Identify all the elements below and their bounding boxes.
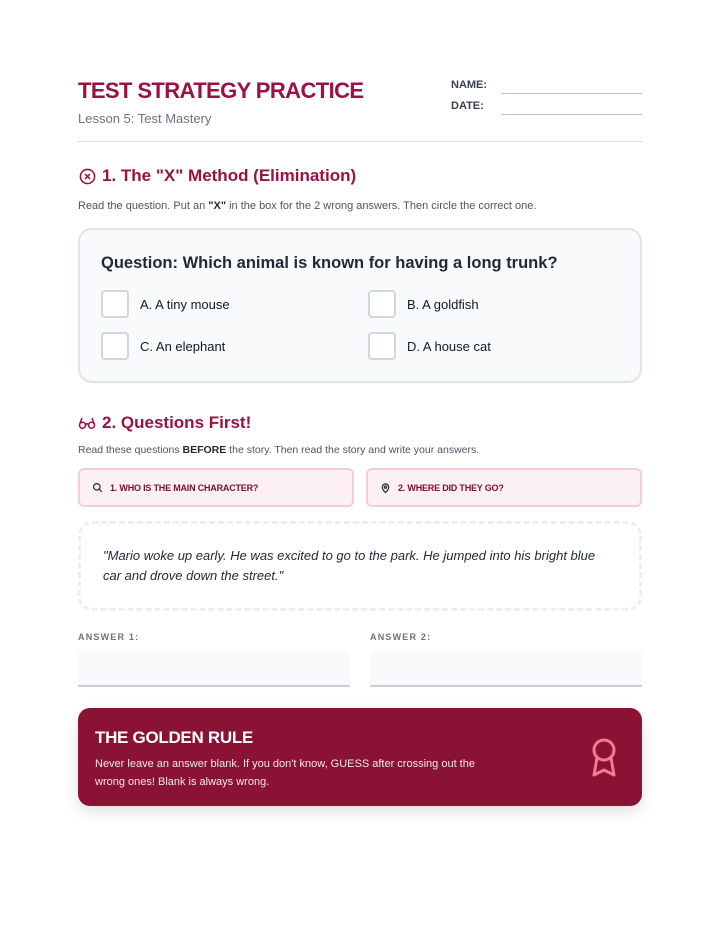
story-box [78,521,642,611]
section1-title: 1. The "X" Method (Elimination) [102,166,357,185]
option-label: A. A tiny mouse [140,296,230,312]
x-circle-icon [78,167,96,185]
question-box-2 [366,468,642,507]
answer1-field[interactable] [78,652,350,687]
option-checkbox[interactable] [368,332,396,360]
story-text: "Mario woke up early. He was excited to go to the park. He jumped into his bright blue car and drove down the street." [103,548,596,583]
section2-title: 2. Questions First! [102,413,252,432]
map-pin-icon [378,481,392,495]
answer2-field[interactable] [370,652,642,687]
section1-instructions [78,200,536,212]
option-a [101,290,230,318]
question-box-1 [78,468,354,507]
answer1-label: ANSWER 1: [78,632,140,642]
name-label: NAME: [451,79,488,91]
question-box-text: 2. WHERE DID THEY GO? [398,482,504,493]
page-subtitle: Lesson 5: Test Mastery [78,111,212,126]
section2-heading [78,413,251,433]
section2-instructions [78,444,479,456]
date-label: DATE: [451,100,484,112]
option-c [101,332,225,360]
question-text: Question: Which animal is known for having a long trunk? [101,254,558,272]
search-icon [90,481,104,495]
instr-strong: "X" [208,200,227,212]
option-checkbox[interactable] [101,332,129,360]
option-checkbox[interactable] [101,290,129,318]
option-label: B. A goldfish [407,296,479,312]
instr-strong: BEFORE [182,444,227,456]
answer2-label: ANSWER 2: [370,632,432,642]
page-title: TEST STRATEGY PRACTICE [78,78,364,103]
option-checkbox[interactable] [368,290,396,318]
instr-text: in the box for the 2 wrong answers. Then circle the correct one. [226,200,537,212]
golden-rule-text: Never leave an answer blank. If you don't know, GUESS after crossing out the wrong ones! Blank is always wrong. [95,758,475,788]
question-box-text: 1. WHO IS THE MAIN CHARACTER? [110,482,259,493]
award-icon [587,737,621,779]
golden-rule-title: THE GOLDEN RULE [95,728,253,747]
glasses-icon [78,414,96,432]
date-field[interactable] [501,114,642,115]
header [78,76,642,142]
name-field[interactable] [501,93,642,94]
option-d [368,332,491,360]
instr-text: Read these questions [78,444,183,456]
question-card [78,228,642,383]
option-b [368,290,479,318]
instr-text: Read the question. Put an [78,200,209,212]
golden-rule-banner [78,708,642,806]
section1-heading [78,166,356,186]
option-label: C. An elephant [140,338,226,354]
instr-text: the story. Then read the story and write your answers. [226,444,480,456]
option-label: D. A house cat [407,338,491,354]
